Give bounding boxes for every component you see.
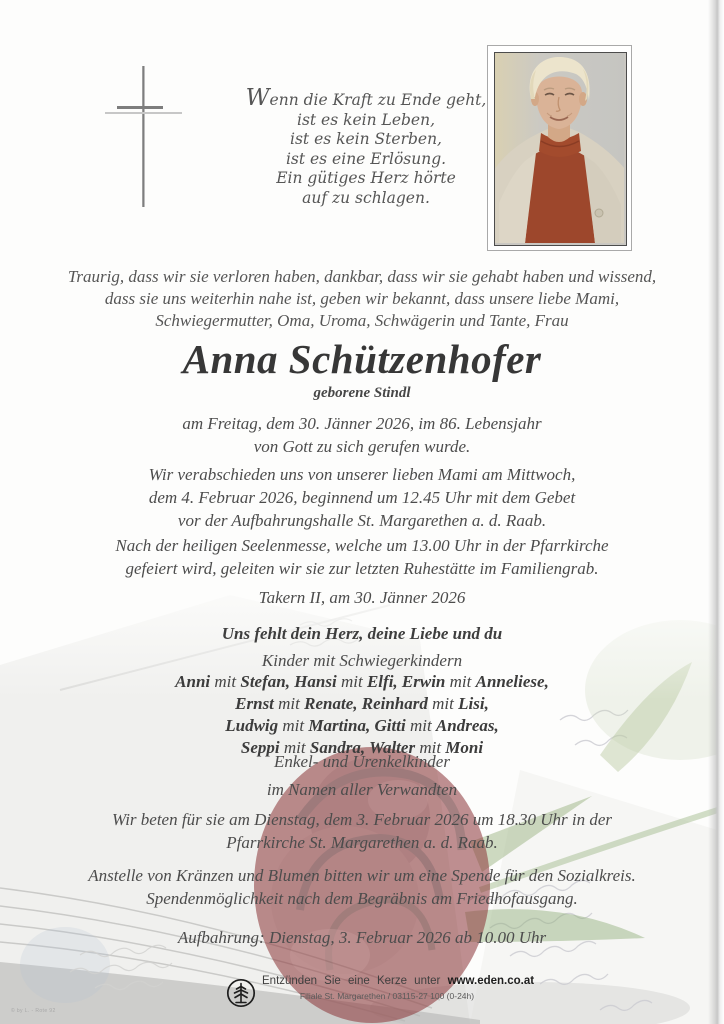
family-names-line: Ludwig mit Martina, Gitti mit Andreas, xyxy=(225,716,499,735)
candle-invitation-text: Entzünden Sie eine Kerze unter xyxy=(262,975,441,987)
mass-paragraph xyxy=(0,534,724,580)
cross-horizontal-bar xyxy=(117,106,163,109)
eden-tree-logo-icon xyxy=(225,977,257,1009)
grandchildren-line: Enkel- und Urenkelkinder xyxy=(274,752,450,771)
footer-text xyxy=(262,975,535,1001)
scan-edge-shadow xyxy=(708,0,724,1024)
cross-icon xyxy=(103,66,185,211)
donation-line: Spendenmöglichkeit nach dem Begräbnis am Friedhofausgang. xyxy=(146,889,578,908)
candle-invitation-line xyxy=(262,975,535,987)
deceased-name: Anna Schützenhofer xyxy=(182,336,542,382)
mass-line: Nach der heiligen Seelenmesse, welche um 13.00 Uhr in der Pfarrkirche xyxy=(115,536,609,555)
farewell-line: dem 4. Februar 2026, beginnend um 12.45 Uhr mit dem Gebet xyxy=(148,488,576,507)
eden-website: www.eden.co.at xyxy=(447,975,535,987)
portrait-photo-frame xyxy=(494,52,627,246)
prayer-paragraph xyxy=(0,808,724,854)
poem-line: ist es eine Erlösung. xyxy=(285,149,447,168)
death-notice-paragraph xyxy=(0,412,724,458)
poem-line: Wenn die Kraft zu Ende geht, xyxy=(245,84,487,111)
intro-line: Traurig, dass wir sie verloren haben, dankbar, dass wir sie gehabt haben und wissend, xyxy=(67,267,657,286)
relatives-line: im Namen aller Verwandten xyxy=(266,780,458,799)
memorial-poem xyxy=(230,86,502,208)
intro-paragraph xyxy=(0,266,724,332)
laying-out-line: Aufbahrung: Dienstag, 3. Februar 2026 ab 10.00 Uhr xyxy=(177,928,547,947)
family-names-line: Ernst mit Renate, Reinhard mit Lisi, xyxy=(235,694,489,713)
donation-paragraph xyxy=(0,864,724,910)
funeral-home-footer xyxy=(0,972,724,1016)
deceased-portrait xyxy=(495,53,624,243)
poem-line: ist es kein Sterben, xyxy=(290,130,442,148)
motto-line: Uns fehlt dein Herz, deine Liebe und du xyxy=(221,624,503,643)
farewell-line: Wir verabschieden uns von unserer lieben Mami am Mittwoch, xyxy=(148,465,576,484)
family-names-line: Anni mit Stefan, Hansi mit Elfi, Erwin mit Anneliese, xyxy=(175,672,549,691)
mass-line: gefeiert wird, geleiten wir sie zur letzten Ruhestätte im Familiengrab. xyxy=(125,559,599,578)
poem-line: ist es kein Leben, xyxy=(296,110,436,129)
donation-line: Anstelle von Kränzen und Blumen bitten wir um eine Spende für den Sozialkreis. xyxy=(88,866,636,885)
family-heading: Kinder mit Schwiegerkindern xyxy=(261,651,463,670)
prayer-line: Pfarrkirche St. Margarethen a. d. Raab. xyxy=(226,833,498,852)
intro-line: Schwiegermutter, Oma, Uroma, Schwägerin und Tante, Frau xyxy=(155,311,569,330)
family-names-list xyxy=(0,671,724,759)
poem-line: auf zu schlagen. xyxy=(302,188,430,207)
death-notice-line: von Gott zu sich gerufen wurde. xyxy=(253,437,471,456)
place-and-date: Takern II, am 30. Jänner 2026 xyxy=(258,588,466,607)
cross-horizontal-line xyxy=(105,112,182,114)
portrait-photo xyxy=(487,45,632,251)
maiden-name: geborene Stindl xyxy=(313,385,411,401)
poem-line: Ein gütiges Herz hörte xyxy=(276,169,456,187)
farewell-paragraph xyxy=(0,463,724,532)
print-copyright: © by L. - Rote 92 xyxy=(11,1008,56,1014)
prayer-line: Wir beten für sie am Dienstag, dem 3. Februar 2026 um 18.30 Uhr in der xyxy=(111,810,613,829)
farewell-line: vor der Aufbahrungshalle St. Margarethen a. d. Raab. xyxy=(177,511,547,530)
branch-contact-line: Filiale St. Margarethen / 03115-27 100 (0-24h) xyxy=(299,991,475,1001)
intro-line: dass sie uns weiterhin nahe ist, geben wir bekannt, dass unsere liebe Mami, xyxy=(104,289,620,308)
death-notice-line: am Freitag, dem 30. Jänner 2026, im 86. Lebensjahr xyxy=(182,414,542,433)
family-names-line: Seppi mit Sandra, Walter mit Moni xyxy=(240,738,484,757)
cross-vertical-bar xyxy=(142,66,145,207)
